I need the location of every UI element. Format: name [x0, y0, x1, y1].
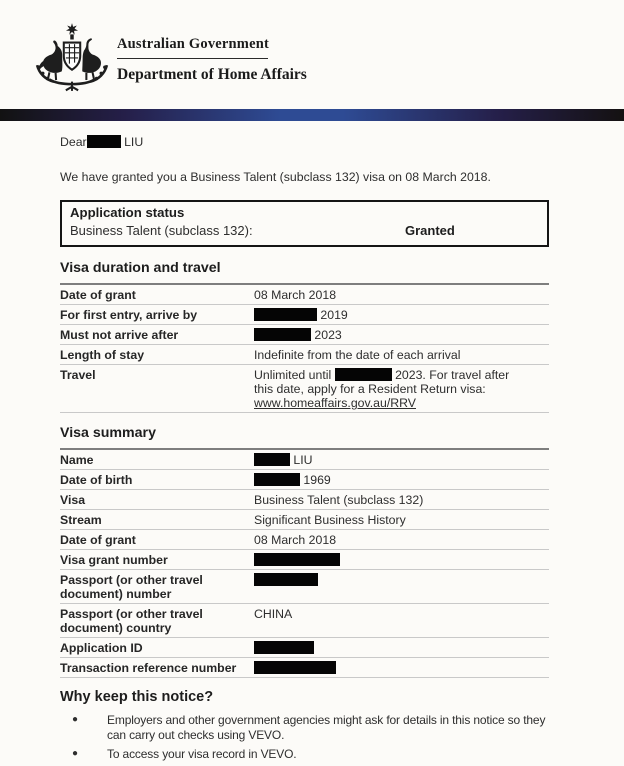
- row-label: For first entry, arrive by: [60, 308, 198, 322]
- visa-summary-table: [60, 448, 549, 678]
- row-label: Transaction reference number: [60, 661, 237, 675]
- redaction-box: [254, 328, 311, 341]
- why-keep-notice-heading: Why keep this notice?: [60, 689, 214, 705]
- table-row: [60, 450, 549, 470]
- table-row: [60, 530, 549, 550]
- row-value: [254, 641, 549, 655]
- letter-body: [60, 130, 549, 762]
- table-row: [60, 305, 549, 325]
- application-status-row: [70, 224, 539, 238]
- row-value: 1969: [254, 473, 549, 487]
- redaction-box: [254, 453, 290, 466]
- table-row: [60, 510, 549, 530]
- masthead-divider: [117, 58, 268, 59]
- redaction-box: [254, 553, 340, 566]
- row-value: 08 March 2018: [254, 288, 337, 302]
- row-value: 2019: [254, 308, 549, 322]
- row-label: Travel: [60, 368, 96, 382]
- table-row: [60, 490, 549, 510]
- redaction-box: [87, 135, 121, 148]
- table-row: [60, 365, 549, 413]
- row-value: 2023: [254, 328, 549, 342]
- greeting-line: Dear LIU: [60, 135, 144, 149]
- row-label: Date of birth: [60, 473, 133, 487]
- table-row: [60, 345, 549, 365]
- list-item: [60, 713, 549, 742]
- bullet-text: To access your visa record in VEVO.: [107, 747, 297, 761]
- table-row: [60, 604, 549, 638]
- section-heading-visa-duration: Visa duration and travel: [60, 260, 221, 276]
- government-masthead: [117, 36, 307, 84]
- row-label: Length of stay: [60, 348, 145, 362]
- row-label: Passport (or other travel document) number: [60, 573, 203, 601]
- redaction-box: [335, 368, 392, 381]
- status-granted-value: Granted: [405, 223, 455, 238]
- table-row: [60, 550, 549, 570]
- table-row: [60, 658, 549, 678]
- row-label: Passport (or other travel document) country: [60, 607, 203, 635]
- redaction-box: [254, 308, 317, 321]
- bullet-text: Employers and other government agencies might ask for details in this notice so they can carry out checks using VEVO.: [107, 713, 546, 742]
- bullet-icon: ●: [72, 714, 78, 725]
- row-label: Date of grant: [60, 288, 136, 302]
- header-banner-bar: [0, 109, 624, 121]
- row-label: Date of grant: [60, 533, 136, 547]
- why-keep-notice-list: [60, 713, 549, 762]
- row-value: Indefinite from the date of each arrival: [254, 348, 461, 362]
- table-row: [60, 638, 549, 658]
- row-value: Business Talent (subclass 132): [254, 493, 424, 507]
- redaction-box: [254, 573, 318, 586]
- row-value: [254, 573, 549, 601]
- row-label: Visa grant number: [60, 553, 168, 567]
- row-value: 08 March 2018: [254, 533, 337, 547]
- row-label: Stream: [60, 513, 102, 527]
- row-value: [254, 553, 549, 567]
- application-status-box: [60, 200, 549, 247]
- visa-subclass-label: Business Talent (subclass 132):: [70, 223, 253, 238]
- section-heading-visa-summary: Visa summary: [60, 425, 156, 441]
- bullet-icon: ●: [72, 748, 78, 759]
- row-value: [254, 661, 549, 675]
- row-value: LIU: [254, 453, 549, 467]
- application-status-title: Application status: [70, 205, 185, 220]
- visa-duration-table: [60, 283, 549, 413]
- gov-title: Australian Government: [117, 36, 270, 52]
- row-label: Name: [60, 453, 94, 467]
- row-value: CHINA: [254, 607, 293, 621]
- grant-statement: We have granted you a Business Talent (subclass 132) visa on 08 March 2018.: [60, 170, 491, 184]
- dept-title: Department of Home Affairs: [117, 66, 307, 83]
- table-row: [60, 325, 549, 345]
- table-row: [60, 470, 549, 490]
- row-label: Application ID: [60, 641, 143, 655]
- row-value: Unlimited until 2023. For travel after this date, apply for a Resident Return visa: www.homeaffairs.gov.au/RRV: [254, 368, 510, 410]
- row-value: Significant Business History: [254, 513, 406, 527]
- row-label: Visa: [60, 493, 86, 507]
- australian-coat-of-arms-icon: [33, 22, 111, 96]
- rrv-link[interactable]: www.homeaffairs.gov.au/RRV: [254, 396, 416, 410]
- table-row: [60, 570, 549, 604]
- redaction-box: [254, 473, 300, 486]
- redaction-box: [254, 661, 336, 674]
- row-label: Must not arrive after: [60, 328, 179, 342]
- redaction-box: [254, 641, 314, 654]
- list-item: [60, 747, 549, 762]
- table-row: [60, 285, 549, 305]
